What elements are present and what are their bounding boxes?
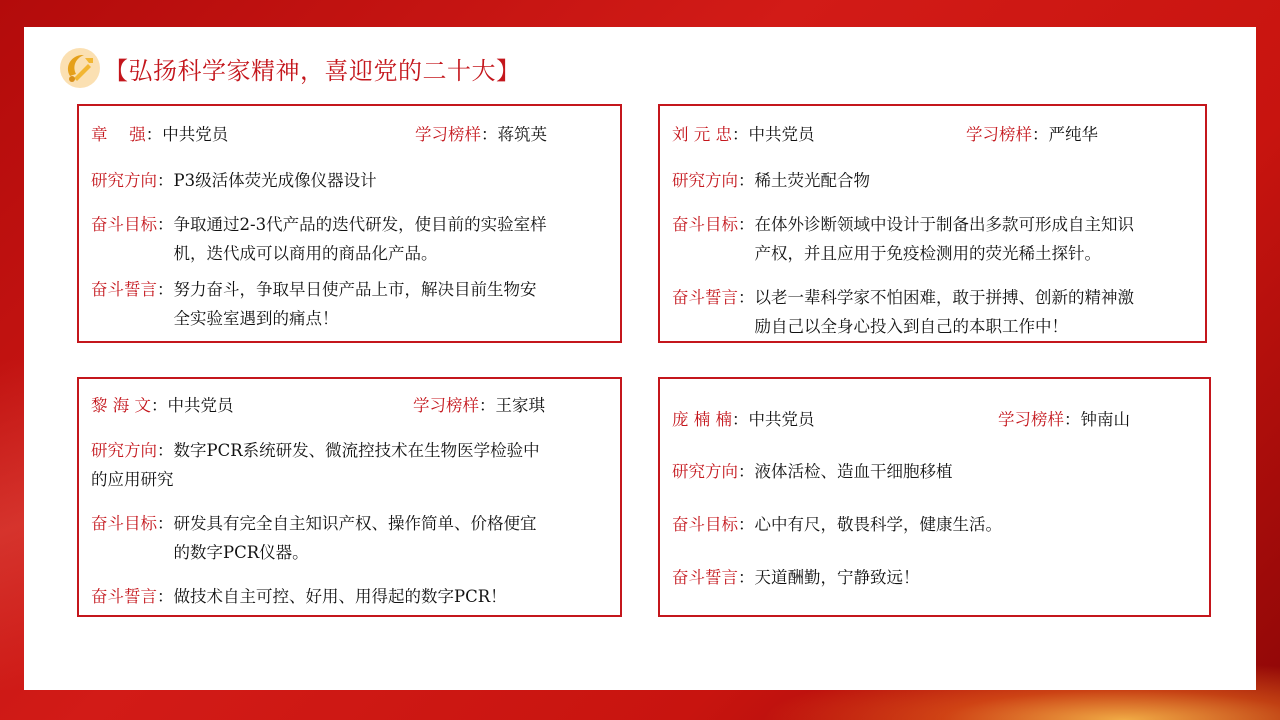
research-direction-value: P3级活体荧光成像仪器设计 <box>173 171 377 190</box>
pledge-value: 天道酬勤，宁静致远！ <box>754 568 920 587</box>
party-emblem-icon <box>58 46 102 90</box>
profile-card-4 <box>658 377 1211 617</box>
research-direction-label: 研究方向 <box>91 441 157 460</box>
pledge-label: 奋斗誓言 <box>91 587 157 606</box>
research-direction-value: 数字PCR系统研发、微流控技术在生物医学检验中 的应用研究 <box>91 441 540 489</box>
role-model-value: 王家琪 <box>495 396 545 415</box>
goal-row: 奋斗目标 ： 心中有尺，敬畏科学，健康生活。 <box>672 510 1199 539</box>
pledge-row: 奋斗誓言 ： 做技术自主可控、好用、用得起的数字PCR！ <box>91 582 610 611</box>
card-header-row: 刘 元 忠：中共党员 学习榜样：严纯华 <box>672 120 1195 149</box>
pledge-value: 以老一辈科学家不怕困难，敢于拼搏、创新的精神激 励自己以全身心投入到自己的本职工作中！ <box>754 288 1134 336</box>
party-membership: 中共党员 <box>748 125 815 144</box>
party-membership: 中共党员 <box>167 396 234 415</box>
role-model-label: 学习榜样 <box>998 410 1064 429</box>
research-direction-value: 液体活检、造血干细胞移植 <box>754 462 953 481</box>
goal-label: 奋斗目标 <box>672 515 738 534</box>
research-direction-row: 研究方向 ： 稀土荧光配合物 <box>672 166 1195 195</box>
goal-label: 奋斗目标 <box>91 215 157 234</box>
role-model-value: 严纯华 <box>1048 125 1098 144</box>
page-header <box>58 46 521 90</box>
role-model-label: 学习榜样 <box>415 125 481 144</box>
pledge-label: 奋斗誓言 <box>672 568 738 587</box>
profile-card-3 <box>77 377 622 617</box>
research-direction-label: 研究方向 <box>91 171 157 190</box>
card-header-row: 黎 海 文：中共党员 学习榜样：王家琪 <box>91 391 610 420</box>
profile-card-2 <box>658 104 1207 343</box>
profile-card-1 <box>77 104 622 343</box>
person-name: 章 强 <box>91 125 146 144</box>
role-model-value: 蒋筑英 <box>497 125 547 144</box>
goal-row: 奋斗目标 ： 在体外诊断领域中设计于制备出多款可形成自主知识 产权，并且应用于免疫检测用的荧光稀土探针。 <box>672 210 1195 268</box>
goal-value: 心中有尺，敬畏科学，健康生活。 <box>754 515 1002 534</box>
person-name: 刘 元 忠 <box>672 125 732 144</box>
party-membership: 中共党员 <box>162 125 229 144</box>
research-direction-value: 稀土荧光配合物 <box>754 171 870 190</box>
card-header-row: 庞 楠 楠：中共党员 学习榜样：钟南山 <box>672 405 1199 434</box>
pledge-row: 奋斗誓言 ： 以老一辈科学家不怕困难，敢于拼搏、创新的精神激 励自己以全身心投入到自己的本职工作中！ <box>672 283 1195 341</box>
pledge-row: 奋斗誓言 ： 天道酬勤，宁静致远！ <box>672 563 1199 592</box>
goal-label: 奋斗目标 <box>672 215 738 234</box>
goal-value: 在体外诊断领域中设计于制备出多款可形成自主知识 产权，并且应用于免疫检测用的荧光稀土探针。 <box>754 215 1134 263</box>
pledge-value: 做技术自主可控、好用、用得起的数字PCR！ <box>173 587 507 606</box>
goal-value: 研发具有完全自主知识产权、操作简单、价格便宜 的数字PCR仪器。 <box>173 514 537 562</box>
card-header-row: 章 强：中共党员 学习榜样：蒋筑英 <box>91 120 610 149</box>
pledge-label: 奋斗誓言 <box>672 288 738 307</box>
goal-row: 奋斗目标 ： 研发具有完全自主知识产权、操作简单、价格便宜 的数字PCR仪器。 <box>91 509 610 567</box>
role-model-value: 钟南山 <box>1080 410 1130 429</box>
research-direction-label: 研究方向 <box>672 462 738 481</box>
goal-row: 奋斗目标 ： 争取通过2-3代产品的迭代研发，使目前的实验室样 机，迭代成可以商用的商品化产品。 <box>91 210 610 268</box>
research-direction-label: 研究方向 <box>672 171 738 190</box>
party-membership: 中共党员 <box>748 410 815 429</box>
role-model-label: 学习榜样 <box>413 396 479 415</box>
page-title: 【弘扬科学家精神，喜迎党的二十大】 <box>104 56 521 85</box>
pledge-label: 奋斗誓言 <box>91 280 157 299</box>
pledge-value: 努力奋斗，争取早日使产品上市，解决目前生物安 全实验室遇到的痛点！ <box>173 280 537 328</box>
pledge-row: 奋斗誓言 ： 努力奋斗，争取早日使产品上市，解决目前生物安 全实验室遇到的痛点！ <box>91 275 610 333</box>
research-direction-row: 研究方向：数字PCR系统研发、微流控技术在生物医学检验中 的应用研究 <box>91 441 540 489</box>
research-direction-row: 研究方向 ： 液体活检、造血干细胞移植 <box>672 457 1199 486</box>
goal-label: 奋斗目标 <box>91 514 157 533</box>
person-name: 庞 楠 楠 <box>672 410 732 429</box>
goal-value: 争取通过2-3代产品的迭代研发，使目前的实验室样 机，迭代成可以商用的商品化产品。 <box>173 215 547 263</box>
person-name: 黎 海 文 <box>91 396 151 415</box>
research-direction-row: 研究方向 ： P3级活体荧光成像仪器设计 <box>91 166 610 195</box>
role-model-label: 学习榜样 <box>966 125 1032 144</box>
